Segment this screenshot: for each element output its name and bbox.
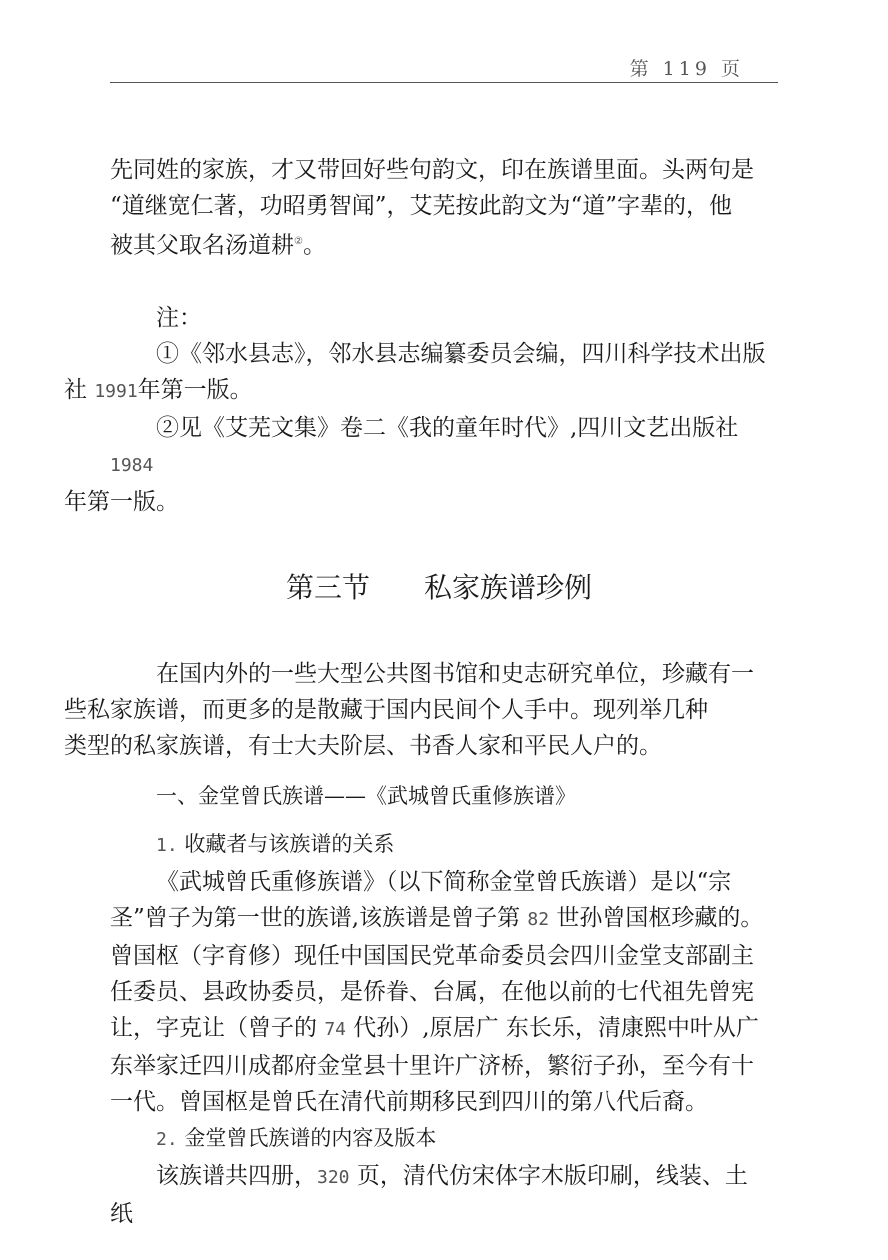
item-1-line-7: 一代。曾国枢是曾氏在清代前期移民到四川的第八代后裔。 xyxy=(110,1088,708,1115)
item-1-num-82: 82 xyxy=(527,908,550,930)
page-number: 第 119 页 xyxy=(629,58,744,80)
note-2 xyxy=(64,410,768,520)
spacer xyxy=(110,520,768,568)
spacer xyxy=(110,608,768,656)
section-intro-line-1: 在国内外的一些大型公共图书馆和史志研究单位，珍藏有一 xyxy=(156,660,754,687)
note-2-line-1: ②见《艾芜文集》卷二《我的童年时代》,四川文艺出版社 xyxy=(156,414,739,441)
item-1-line-6: 东举家迁四川成都府金堂县十里许广济桥，繁衍子孙，至今有十 xyxy=(110,1052,754,1079)
note-1-line-2 xyxy=(64,372,253,410)
item-1-heading xyxy=(110,826,768,864)
item-2-title: 金堂曾氏族谱的内容及版本 xyxy=(177,1125,437,1150)
notes-label: 注： xyxy=(156,304,202,331)
intro-line-2: “道继宽仁著，功昭勇智闻”，艾芜按此韵文为“道”字辈的，他 xyxy=(110,193,733,219)
section-number: 第三节 xyxy=(285,570,370,604)
note-1-line-1: ①《邻水县志》，邻水县志编纂委员会编，四川科学技术出版 xyxy=(156,340,766,367)
note-1-suffix: 年第一版。 xyxy=(137,376,253,403)
item-1-paragraph xyxy=(110,864,768,1120)
item-2-num-320: 320 xyxy=(317,1166,350,1188)
note-1-prefix: 社 xyxy=(64,376,95,403)
item-1-line-5a: 让，字克让（曾子的 xyxy=(110,1014,325,1041)
item-1-line-2b: 世孙曾国枢珍藏的。 xyxy=(549,904,764,931)
footnote-mark: ② xyxy=(294,236,303,247)
item-1-title: 收藏者与该族谱的关系 xyxy=(177,831,395,856)
intro-paragraph xyxy=(110,152,768,264)
item-1-num-74: 74 xyxy=(324,1018,346,1040)
intro-line-1: 先同姓的家族，才又带回好些句韵文，印在族谱里面。头两句是 xyxy=(110,157,754,183)
item-1-line-2a: 圣”曾子为第一世的族谱,该族谱是曾子第 xyxy=(110,904,528,931)
item-1-line-3: 曾国枢（字育修）现任中国国民党革命委员会四川金堂支部副主 xyxy=(110,942,754,969)
item-1-line-1: 《武城曾氏重修族谱》（以下简称金堂曾氏族谱）是以“宗 xyxy=(156,868,732,895)
item-1-line-5b: 代孙）,原居广 东长乐，清康熙中叶从广 xyxy=(346,1014,759,1041)
section-name: 私家族谱珍例 xyxy=(424,570,593,604)
note-1 xyxy=(64,336,768,410)
subsection-heading: 一、金堂曾氏族谱——《武城曾氏重修族谱》 xyxy=(156,783,576,808)
section-intro-paragraph xyxy=(64,656,768,764)
item-1-line-4: 任委员、县政协委员，是侨眷、台属，在他以前的七代祖先曾宪 xyxy=(110,978,754,1005)
section-title xyxy=(110,568,768,608)
note-2-line-2: 年第一版。 xyxy=(64,488,179,515)
section-intro-line-2: 些私家族谱，而更多的是散藏于国内民间个人手中。现列举几种 xyxy=(64,696,708,723)
item-2-paragraph xyxy=(110,1158,768,1232)
page-body xyxy=(64,152,768,1232)
spacer xyxy=(110,264,768,300)
page-header xyxy=(110,52,778,83)
item-2-number: 2. xyxy=(156,1128,178,1150)
item-2-heading xyxy=(110,1120,768,1158)
item-1-number: 1. xyxy=(156,834,178,856)
note-1-year: 1991 xyxy=(94,380,138,402)
note-2-year: 1984 xyxy=(110,454,154,476)
item-2-text-b: 页，清代仿宋体字木版印刷，线装、土纸 xyxy=(110,1162,748,1227)
intro-line-3: 被其父取名汤道耕 xyxy=(110,232,294,259)
section-intro-line-3: 类型的私家族谱，有士大夫阶层、书香人家和平民人户的。 xyxy=(64,732,662,759)
intro-end: 。 xyxy=(302,232,326,259)
item-2-text-a: 该族谱共四册， xyxy=(156,1162,317,1189)
